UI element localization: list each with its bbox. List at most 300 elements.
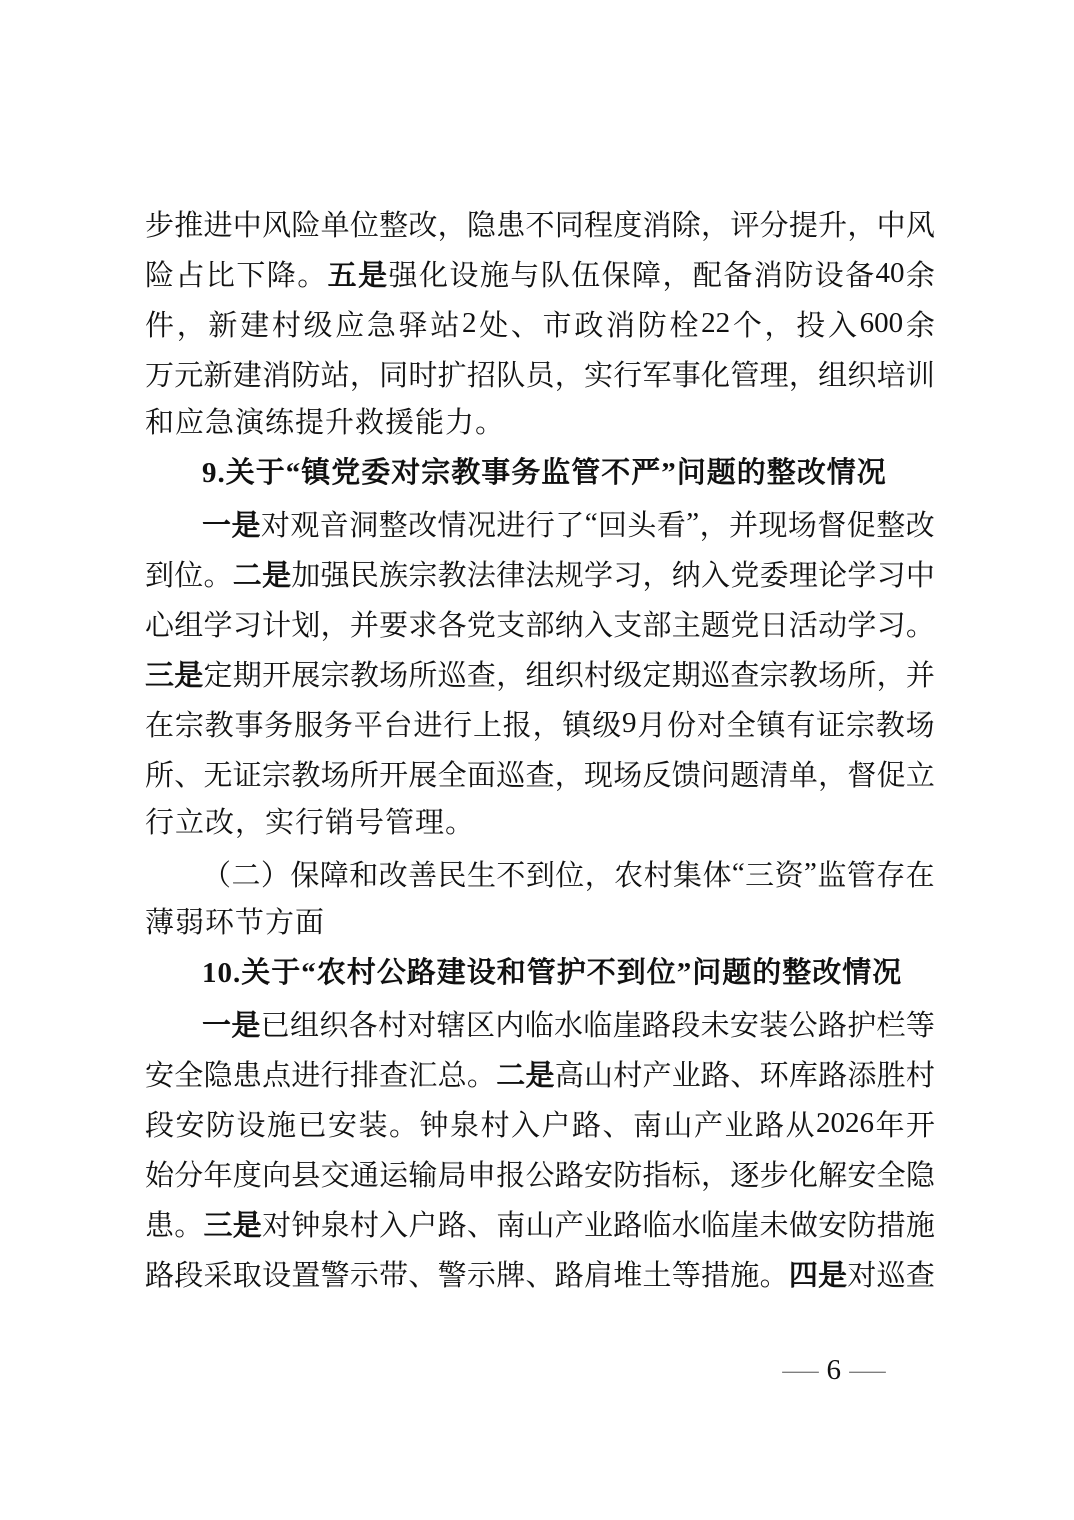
- text-token: 防: [291, 359, 321, 392]
- document-line: [145, 648, 935, 698]
- text-token: 设: [262, 1259, 292, 1292]
- text-token: ）: [260, 859, 290, 892]
- text-token: 上: [472, 709, 502, 742]
- text-token: 场: [818, 659, 848, 692]
- text-token: 个: [732, 309, 762, 342]
- text-token: 时: [408, 359, 438, 392]
- text-token: 配: [692, 259, 722, 292]
- text-token: 民: [349, 559, 379, 592]
- text-token: 防: [613, 1159, 643, 1192]
- text-token: 村: [613, 1059, 643, 1092]
- text-token: 理: [788, 559, 818, 592]
- text-token: 从: [785, 1109, 815, 1142]
- footer-dash-right: —: [849, 1353, 886, 1386]
- text-token: 患: [496, 209, 526, 242]
- text-token: 化: [418, 259, 448, 292]
- text-token: 9: [622, 706, 637, 739]
- text-token: 局: [437, 1159, 467, 1192]
- text-token: 党: [730, 559, 760, 592]
- text-token: 保: [290, 859, 320, 892]
- text-token: 律: [496, 559, 526, 592]
- footer-dash-left: —: [781, 1353, 819, 1386]
- text-token: “: [731, 856, 745, 889]
- text-token: 法: [466, 559, 496, 592]
- text-token: 入: [379, 1209, 409, 1242]
- text-token: 年: [203, 1159, 233, 1192]
- text-token: 消: [642, 209, 672, 242]
- text-token: 村: [480, 1109, 510, 1142]
- text-token: 心: [145, 609, 175, 642]
- text-token: 位: [349, 209, 379, 242]
- text-token: 险: [145, 259, 175, 292]
- text-token: 定: [642, 659, 672, 692]
- text-token: 政: [574, 309, 604, 342]
- text-token: 存: [876, 859, 906, 892]
- document-line: [145, 448, 935, 498]
- text-token: 防: [637, 309, 667, 342]
- text-token: 消: [606, 309, 636, 342]
- text-token: 织: [319, 1009, 349, 1042]
- text-token: 善: [408, 859, 438, 892]
- text-token: 采: [203, 1259, 233, 1292]
- text-token: 要: [379, 609, 409, 642]
- text-token: 全: [876, 1159, 906, 1192]
- text-token: 度: [613, 209, 643, 242]
- text-token: 事: [671, 359, 701, 392]
- text-segment: 薄弱环节方面: [145, 907, 326, 939]
- text-token: 教: [788, 659, 818, 692]
- text-token: 无: [203, 759, 233, 792]
- text-token: 二: [231, 859, 261, 892]
- text-token: 馈: [671, 759, 701, 792]
- text-token: 宗: [408, 559, 438, 592]
- text-token: 比: [205, 259, 235, 292]
- text-token: 音: [319, 509, 349, 542]
- text-token: 堆: [613, 1259, 643, 1292]
- text-token: 宗: [845, 709, 875, 742]
- text-token: 站: [320, 359, 350, 392]
- text-token: 组: [818, 359, 848, 392]
- text-token: 段: [174, 1259, 204, 1292]
- text-token: 场: [905, 709, 935, 742]
- text-token: 业: [671, 1059, 701, 1092]
- text-token: 报: [502, 709, 532, 742]
- text-token: 三: [203, 1209, 233, 1242]
- text-token: 示: [349, 1259, 379, 1292]
- text-token: ”: [686, 506, 700, 539]
- text-token: 路: [554, 1259, 584, 1292]
- text-token: 路: [145, 1259, 175, 1292]
- text-token: 看: [656, 509, 686, 542]
- text-token: ，: [584, 859, 614, 892]
- text-token: 路: [641, 1009, 671, 1042]
- text-token: 备: [845, 259, 875, 292]
- text-token: 临: [583, 1009, 613, 1042]
- text-token: 查: [466, 659, 496, 692]
- text-token: 是: [231, 1009, 261, 1042]
- document-line: [145, 598, 935, 648]
- text-token: 开: [905, 1109, 935, 1142]
- text-token: 强: [320, 559, 350, 592]
- text-token: 题: [701, 609, 731, 642]
- text-token: 场: [320, 759, 350, 792]
- text-token: 是: [262, 559, 292, 592]
- text-token: 险: [291, 209, 321, 242]
- text-token: 组: [174, 609, 204, 642]
- text-token: 环: [759, 1059, 789, 1092]
- text-segment: 10.关于“农村公路建设和管护不到位”问题的整改情况: [202, 957, 903, 989]
- text-token: ，: [532, 709, 562, 742]
- text-token: 已: [260, 1009, 290, 1042]
- text-token: 做: [788, 1209, 818, 1242]
- text-token: 学: [203, 609, 233, 642]
- text-token: 装: [759, 1009, 789, 1042]
- text-token: 场: [379, 659, 409, 692]
- text-token: “: [584, 506, 598, 539]
- text-token: 区: [465, 1009, 495, 1042]
- text-token: 隐: [905, 1159, 935, 1192]
- text-token: 伍: [571, 259, 601, 292]
- text-token: 分: [759, 209, 789, 242]
- page-footer: [781, 1350, 886, 1390]
- text-token: （: [202, 859, 232, 892]
- text-token: 未: [700, 1009, 730, 1042]
- text-token: 库: [788, 1059, 818, 1092]
- text-token: 示: [466, 1259, 496, 1292]
- text-token: 隐: [466, 209, 496, 242]
- text-token: 业: [583, 1209, 613, 1242]
- text-token: 所: [408, 659, 438, 692]
- text-token: 巡: [437, 659, 467, 692]
- text-token: 开: [262, 659, 292, 692]
- text-token: 展: [408, 759, 438, 792]
- text-token: 南: [496, 1209, 526, 1242]
- text-token: 入: [701, 559, 731, 592]
- text-token: 划: [291, 609, 321, 642]
- text-token: 党: [730, 609, 760, 642]
- text-token: 站: [430, 309, 460, 342]
- text-token: 升: [818, 209, 848, 242]
- text-token: 开: [379, 759, 409, 792]
- text-token: 不: [525, 209, 555, 242]
- text-token: 查: [905, 1259, 935, 1292]
- text-token: 定: [203, 659, 233, 692]
- text-token: 平: [353, 709, 383, 742]
- text-token: 纳: [671, 559, 701, 592]
- text-token: ，: [764, 309, 794, 342]
- text-token: 22: [701, 306, 731, 339]
- text-token: 化: [701, 359, 731, 392]
- text-token: 扩: [437, 359, 467, 392]
- text-token: 在: [905, 859, 935, 892]
- text-token: 到: [525, 859, 555, 892]
- text-token: 入: [511, 1109, 541, 1142]
- text-token: 施: [479, 259, 509, 292]
- text-token: 军: [642, 359, 672, 392]
- text-token: 山: [663, 1109, 693, 1142]
- text-token: ，: [662, 259, 692, 292]
- text-token: 临: [642, 1209, 672, 1242]
- text-token: 促: [846, 509, 876, 542]
- text-token: 风: [905, 209, 935, 242]
- text-token: 不: [496, 859, 526, 892]
- text-token: 总: [437, 1059, 467, 1092]
- text-token: 村: [349, 1209, 379, 1242]
- text-token: 镇: [756, 709, 786, 742]
- text-token: 、: [602, 1109, 632, 1142]
- text-token: 通: [349, 1159, 379, 1192]
- text-token: ，: [818, 759, 848, 792]
- document-line: [145, 798, 935, 848]
- text-token: 隐: [203, 1059, 233, 1092]
- text-token: 安: [583, 1159, 613, 1192]
- document-line: [145, 898, 935, 948]
- text-token: 族: [379, 559, 409, 592]
- text-token: 现: [583, 759, 613, 792]
- text-token: 带: [379, 1259, 409, 1292]
- text-token: ，: [496, 659, 526, 692]
- text-token: 件: [145, 309, 175, 342]
- text-token: 40: [875, 256, 905, 289]
- text-token: 习: [232, 609, 262, 642]
- text-token: 点: [262, 1059, 292, 1092]
- text-token: 民: [437, 859, 467, 892]
- text-token: 推: [174, 209, 204, 242]
- text-token: 教: [204, 709, 234, 742]
- text-token: 对: [696, 709, 726, 742]
- text-token: 织: [554, 659, 584, 692]
- text-token: 。: [466, 1059, 496, 1092]
- text-token: 同: [379, 359, 409, 392]
- text-token: 到: [145, 559, 175, 592]
- text-token: 习: [613, 559, 643, 592]
- text-token: 有: [786, 709, 816, 742]
- text-token: 障: [632, 259, 662, 292]
- text-token: 级: [592, 709, 622, 742]
- document-line: [145, 1248, 935, 1298]
- text-token: 泉: [450, 1109, 480, 1142]
- text-token: 巡: [701, 659, 731, 692]
- text-token: 路: [818, 1059, 848, 1092]
- text-token: 产: [642, 1059, 672, 1092]
- text-token: 水: [553, 1009, 583, 1042]
- text-token: 报: [496, 1159, 526, 1192]
- text-token: 了: [555, 509, 585, 542]
- text-token: 查: [525, 759, 555, 792]
- text-token: ，: [554, 359, 584, 392]
- text-token: 内: [495, 1009, 525, 1042]
- text-token: 二: [496, 1059, 526, 1092]
- text-token: 支: [613, 609, 643, 642]
- text-token: 服: [294, 709, 324, 742]
- text-token: 行: [320, 1059, 350, 1092]
- text-token: 改: [905, 509, 935, 542]
- text-token: 入: [827, 309, 857, 342]
- text-token: 期: [232, 659, 262, 692]
- text-token: 宗: [320, 659, 350, 692]
- document-line: [145, 748, 935, 798]
- text-token: 防: [206, 1109, 236, 1142]
- text-token: 求: [408, 609, 438, 642]
- text-token: 路: [572, 1109, 602, 1142]
- text-token: 查: [730, 659, 760, 692]
- text-token: 步: [145, 209, 175, 242]
- text-token: 。: [174, 1209, 204, 1242]
- text-token: 证: [232, 759, 262, 792]
- text-token: 镇: [562, 709, 592, 742]
- text-token: 组: [289, 1009, 319, 1042]
- text-token: 务: [264, 709, 294, 742]
- text-token: 患: [145, 1209, 175, 1242]
- text-token: 安: [145, 1059, 175, 1092]
- text-token: 全: [726, 709, 756, 742]
- text-token: 运: [379, 1159, 409, 1192]
- text-token: 教: [875, 709, 905, 742]
- text-token: 加: [291, 559, 321, 592]
- text-token: 单: [320, 209, 350, 242]
- text-token: 产: [554, 1209, 584, 1242]
- text-token: 向: [262, 1159, 292, 1192]
- text-token: 消: [753, 259, 783, 292]
- text-token: 对: [262, 1209, 292, 1242]
- document-line: [145, 1098, 935, 1148]
- text-token: 管: [730, 359, 760, 392]
- text-token: 安: [847, 1159, 877, 1192]
- text-token: 路: [437, 1209, 467, 1242]
- text-token: 行: [613, 359, 643, 392]
- text-token: 是: [818, 1259, 848, 1292]
- text-token: 。: [297, 259, 327, 292]
- text-token: 患: [232, 1059, 262, 1092]
- text-token: 已: [297, 1109, 327, 1142]
- text-token: 题: [730, 759, 760, 792]
- text-token: 证: [816, 709, 846, 742]
- text-token: 进: [291, 1059, 321, 1092]
- text-token: 施: [267, 1109, 297, 1142]
- text-token: 县: [291, 1159, 321, 1192]
- text-token: 巡: [876, 1259, 906, 1292]
- text-token: 路: [701, 1059, 731, 1092]
- text-token: 纳: [554, 609, 584, 642]
- text-token: 余: [905, 259, 935, 292]
- text-token: 论: [818, 559, 848, 592]
- text-token: 观: [290, 509, 320, 542]
- text-token: 崖: [612, 1009, 642, 1042]
- text-token: 设: [236, 1109, 266, 1142]
- text-token: 日: [759, 609, 789, 642]
- text-token: 是: [231, 509, 261, 542]
- text-token: ，: [701, 209, 731, 242]
- text-token: 是: [232, 1209, 262, 1242]
- text-token: 标: [671, 1159, 701, 1192]
- text-token: 级: [303, 309, 333, 342]
- text-token: 降: [266, 259, 296, 292]
- text-token: ”: [804, 856, 817, 889]
- text-token: 是: [358, 259, 388, 292]
- text-token: 步: [759, 1159, 789, 1192]
- document-line: [145, 698, 935, 748]
- text-token: 同: [554, 209, 584, 242]
- text-token: 实: [583, 359, 613, 392]
- text-token: 改: [408, 509, 438, 542]
- text-token: 况: [466, 509, 496, 542]
- text-token: 督: [817, 509, 847, 542]
- text-token: 事: [234, 709, 264, 742]
- document-line: [145, 398, 935, 448]
- text-token: 督: [847, 759, 877, 792]
- text-token: 现: [758, 509, 788, 542]
- text-token: 四: [788, 1259, 818, 1292]
- text-token: 宗: [174, 709, 204, 742]
- text-token: 党: [466, 609, 496, 642]
- text-token: 余: [905, 309, 935, 342]
- text-token: 员: [525, 359, 555, 392]
- text-token: 习: [876, 559, 906, 592]
- document-line: [145, 1048, 935, 1098]
- text-token: ，: [554, 759, 584, 792]
- document-line: [145, 998, 935, 1048]
- text-token: 临: [701, 1209, 731, 1242]
- text-token: 度: [232, 1159, 262, 1192]
- text-token: 招: [466, 359, 496, 392]
- text-token: 措: [701, 1259, 731, 1292]
- text-token: 驿: [398, 309, 428, 342]
- text-token: 所: [145, 759, 175, 792]
- text-token: 部: [525, 609, 555, 642]
- text-token: 解: [818, 1159, 848, 1192]
- text-token: 投: [796, 309, 826, 342]
- text-token: 逐: [730, 1159, 760, 1192]
- text-token: 培: [876, 359, 906, 392]
- text-token: 牌: [496, 1259, 526, 1292]
- page-number: 6: [826, 1353, 841, 1386]
- document-body: [145, 198, 935, 1298]
- text-token: 场: [613, 759, 643, 792]
- text-token: 2026: [816, 1106, 874, 1139]
- text-token: 头: [627, 509, 657, 542]
- text-token: 路: [817, 1009, 847, 1042]
- text-token: ，: [437, 209, 467, 242]
- document-line: [145, 1198, 935, 1248]
- text-token: 反: [642, 759, 672, 792]
- text-token: 整: [378, 509, 408, 542]
- text-token: 部: [642, 609, 672, 642]
- text-token: 立: [905, 759, 935, 792]
- text-token: 与: [510, 259, 540, 292]
- text-token: 队: [496, 359, 526, 392]
- text-token: 委: [759, 559, 789, 592]
- text-token: 中: [876, 209, 906, 242]
- text-token: 强: [388, 259, 418, 292]
- text-token: 安: [175, 1109, 205, 1142]
- text-token: 、: [525, 1259, 555, 1292]
- text-token: 风: [262, 209, 292, 242]
- text-token: 巡: [496, 759, 526, 792]
- text-token: 警: [437, 1259, 467, 1292]
- text-token: 分: [174, 1159, 204, 1192]
- text-token: 法: [525, 559, 555, 592]
- text-token: ，: [642, 559, 672, 592]
- text-token: 安: [818, 1209, 848, 1242]
- text-token: 台: [383, 709, 413, 742]
- text-token: 学: [847, 609, 877, 642]
- document-line: [145, 548, 935, 598]
- text-token: 应: [335, 309, 365, 342]
- text-token: 期: [671, 659, 701, 692]
- text-token: 是: [525, 1059, 555, 1092]
- text-token: 体: [702, 859, 732, 892]
- text-token: 中: [232, 209, 262, 242]
